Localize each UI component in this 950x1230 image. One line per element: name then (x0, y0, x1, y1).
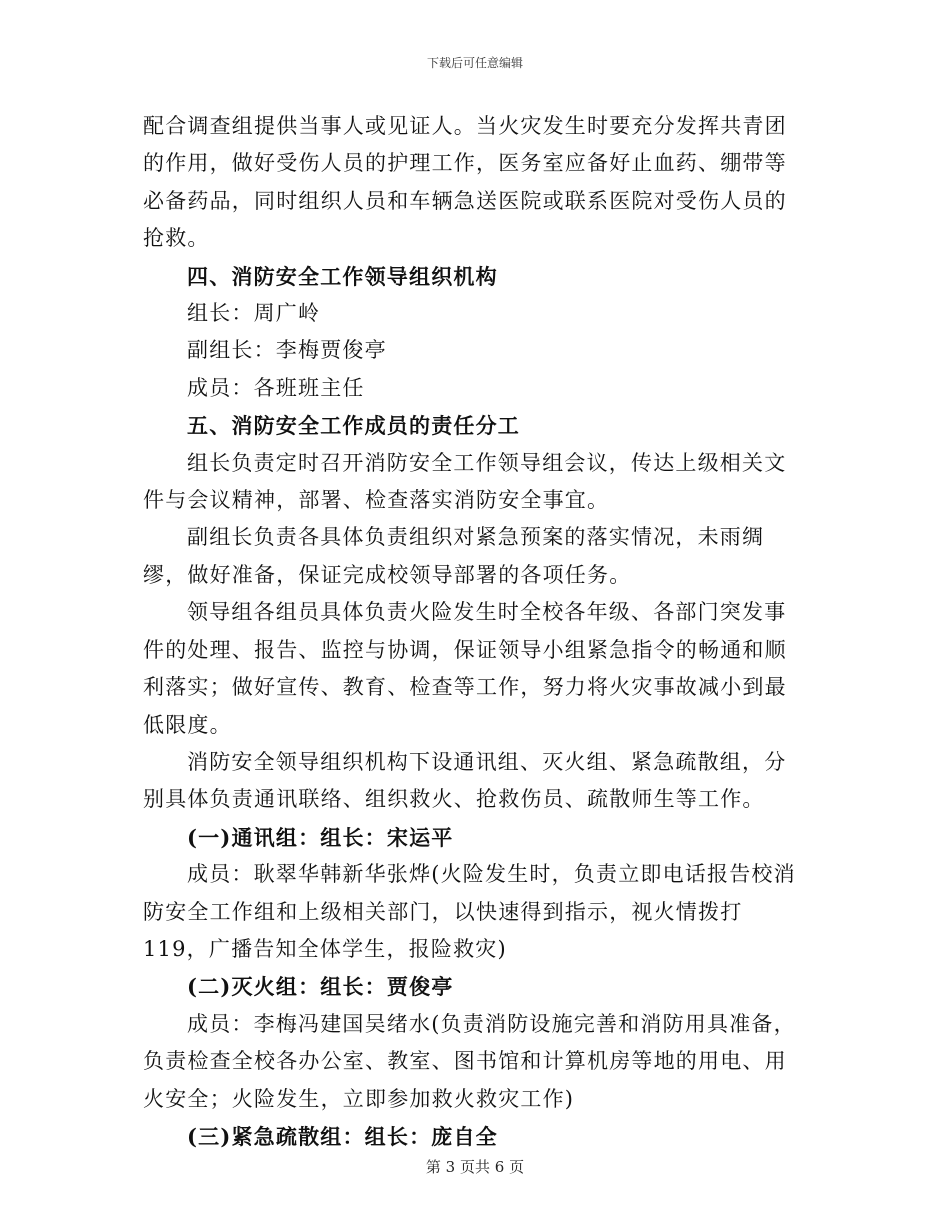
subgroup-heading-evacuation: (三)紧急疏散组：组长：庞自全 (187, 1123, 498, 1149)
subgroup-heading-communication: (一)通讯组：组长：宋运平 (187, 824, 454, 850)
deputy-leader-line: 副组长：李梅贾俊亭 (187, 338, 387, 363)
paragraph-subgroups: 消防安全领导组织机构下设通讯组、灭火组、紧急疏散组，分别具体负责通讯联络、组织救火、抢救伤员、疏散师生等工作。 (143, 749, 787, 812)
leader-line: 组长：周广岭 (187, 301, 321, 326)
paragraph-leader-duties: 组长负责定时召开消防安全工作领导组会议，传达上级相关文件与会议精神，部署、检查落实消防安全事宜。 (143, 450, 787, 513)
subgroup-heading-firefighting: (二)灭火组：组长：贾俊亭 (187, 974, 454, 1000)
paragraph-continuation: 配合调查组提供当事人或见证人。当火灾发生时要充分发挥共青团的作用，做好受伤人员的护理工作，医务室应备好止血药、绷带等必备药品，同时组织人员和车辆急送医院或联系医院对受伤人员的抢救。 (143, 114, 787, 251)
section-heading-4: 四、消防安全工作领导组织机构 (187, 263, 498, 289)
page-number: 第 3 页共 6 页 (425, 1158, 525, 1176)
page-header-note: 下载后可任意编辑 (426, 56, 523, 70)
paragraph-communication-members: 成员：耿翠华韩新华张烨(火险发生时，负责立即电话报告校消防安全工作组和上级相关部门，以快速得到指示，视火情拨打119，广播告知全体学生，报险救灾) (143, 862, 796, 961)
paragraph-member-duties: 领导组各组员具体负责火险发生时全校各年级、各部门突发事件的处理、报告、监控与协调，保证领导小组紧急指令的畅通和顺利落实；做好宣传、教育、检查等工作，努力将火灾事故减小到最低限度。 (143, 600, 787, 737)
members-line: 成员：各班班主任 (187, 375, 365, 400)
paragraph-deputy-duties: 副组长负责各具体负责组织对紧急预案的落实情况，未雨绸缪，做好准备，保证完成校领导部署的各项任务。 (143, 525, 765, 587)
section-heading-5: 五、消防安全工作成员的责任分工 (187, 413, 520, 439)
document-body (143, 108, 808, 1155)
paragraph-firefighting-members: 成员：李梅冯建国吴绪水(负责消防设施完善和消防用具准备，负责检查全校各办公室、教室、图书馆和计算机房等地的用电、用火安全；火险发生，立即参加救火救灾工作) (143, 1011, 796, 1111)
